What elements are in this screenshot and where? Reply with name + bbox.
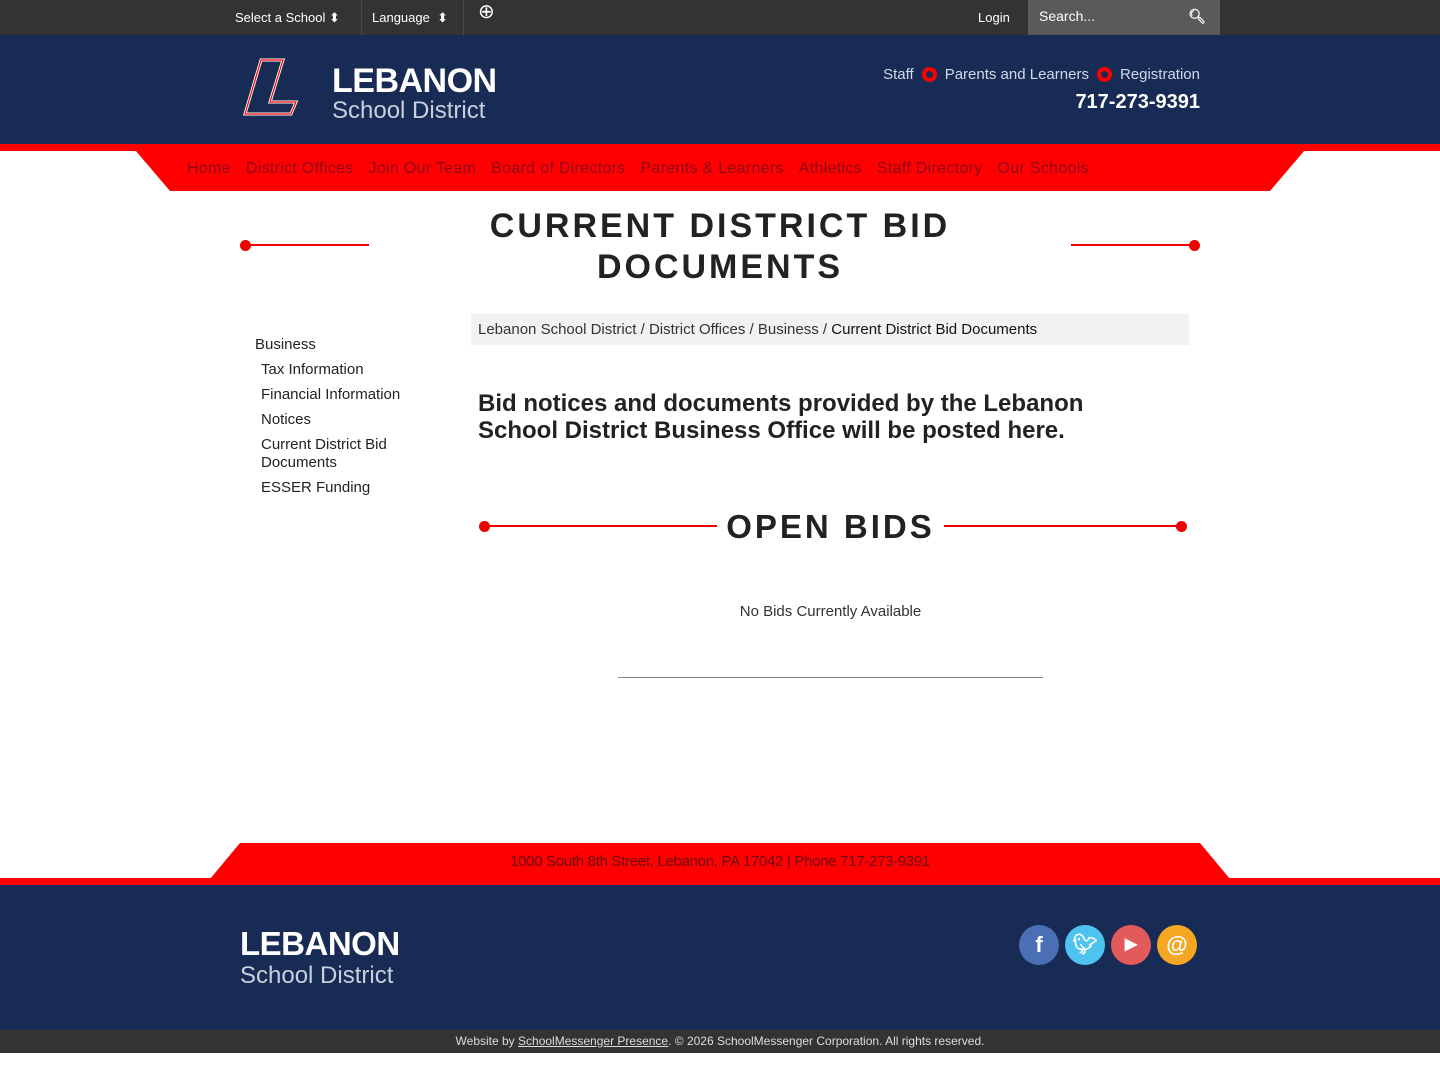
nav-our-schools[interactable]: Our Schools — [997, 160, 1089, 177]
utility-bar — [0, 0, 1440, 35]
breadcrumb-separator: / — [749, 321, 754, 338]
district-logo-icon[interactable] — [243, 58, 313, 116]
site-header — [0, 35, 1440, 144]
page-title: CURRENT DISTRICT BID DOCUMENTS — [489, 207, 951, 286]
select-school-dropdown[interactable] — [235, 0, 340, 35]
facebook-icon[interactable]: f — [1019, 925, 1059, 965]
copyright-bar — [0, 1030, 1440, 1053]
language-label: Language — [372, 10, 430, 25]
section-decoration-right — [944, 525, 1182, 527]
bullet-icon — [922, 67, 937, 82]
parents-link[interactable]: Parents and Learners — [944, 66, 1089, 83]
nav-parents-learners[interactable]: Parents & Learners — [640, 160, 784, 177]
nav-staff-directory[interactable]: Staff Directory — [876, 160, 983, 177]
sidebar-item-tax-information[interactable]: Tax Information — [261, 361, 364, 378]
search-placeholder: Search... — [1039, 8, 1096, 24]
header-links — [883, 66, 1200, 83]
sidebar-item-notices[interactable]: Notices — [261, 411, 312, 428]
language-dropdown[interactable] — [372, 0, 448, 35]
nav-join-our-team[interactable]: Join Our Team — [368, 160, 477, 177]
nav-home[interactable]: Home — [187, 160, 231, 177]
plus-circle-icon[interactable]: ⊕ — [478, 1, 495, 23]
title-decoration-right — [1071, 244, 1195, 246]
social-links — [1019, 925, 1197, 965]
sidebar-nav — [255, 336, 415, 504]
breadcrumb — [471, 314, 1189, 345]
credit-prefix: Website by — [455, 1034, 519, 1048]
footer-address: 1000 South 8th Street, Lebanon, PA 17042 | Phone 717-273-9391 — [510, 853, 930, 870]
divider — [618, 677, 1043, 678]
nav-district-offices[interactable]: District Offices — [245, 160, 354, 177]
search-input[interactable] — [1028, 0, 1220, 35]
sort-icon: ⬍ — [328, 10, 340, 25]
sidebar-item-business[interactable]: Business — [255, 336, 316, 353]
select-school-label: Select a School — [235, 10, 326, 25]
header-phone: 717-273-9391 — [1075, 91, 1200, 113]
bullet-icon — [1097, 67, 1112, 82]
footer-brand-name: LEBANON — [240, 925, 400, 962]
registration-link[interactable]: Registration — [1119, 66, 1200, 83]
divider — [361, 0, 362, 35]
breadcrumb-link[interactable]: Lebanon School District — [478, 321, 637, 338]
breadcrumb-link[interactable]: Business — [757, 321, 819, 338]
red-band — [0, 878, 1440, 885]
main-nav — [187, 160, 1089, 178]
intro-text: Bid notices and documents provided by the Lebanon School District Business Office will be posted here. — [478, 390, 1084, 444]
breadcrumb-link[interactable]: District Offices — [648, 321, 746, 338]
site-footer — [0, 885, 1440, 1030]
nav-board-of-directors[interactable]: Board of Directors — [491, 160, 626, 177]
empty-message: No Bids Currently Available — [739, 603, 922, 620]
section-decoration-left — [484, 525, 717, 527]
footer-brand-subtitle: School District — [240, 962, 394, 989]
login-link[interactable]: Login — [978, 10, 1010, 25]
staff-link[interactable]: Staff — [883, 66, 914, 83]
nav-athletics[interactable]: Athletics — [798, 160, 862, 177]
sort-icon: ⬍ — [437, 10, 448, 25]
schoolmessenger-link[interactable]: SchoolMessenger Presence — [518, 1034, 669, 1048]
sidebar-item-financial-information[interactable]: Financial Information — [261, 386, 401, 403]
brand-subtitle: School District — [332, 97, 486, 124]
title-decoration-left — [245, 244, 369, 246]
youtube-icon[interactable]: ▶ — [1111, 925, 1151, 965]
breadcrumb-separator: / — [640, 321, 645, 338]
breadcrumb-separator: / — [822, 321, 828, 338]
sidebar-item-current-bid-documents[interactable]: Current District Bid Documents — [261, 436, 387, 471]
divider — [463, 0, 464, 35]
breadcrumb-current: Current District Bid Documents — [831, 321, 1038, 338]
search-icon[interactable]: 🔍︎ — [1188, 8, 1206, 24]
twitter-icon[interactable]: 🐦︎ — [1065, 925, 1105, 965]
copyright-text: . © 2026 SchoolMessenger Corporation. All rights reserved. — [668, 1034, 985, 1048]
sidebar-item-esser-funding[interactable]: ESSER Funding — [261, 479, 371, 496]
brand-name[interactable]: LEBANON — [332, 62, 497, 100]
section-title: OPEN BIDS — [726, 508, 935, 545]
email-icon[interactable]: @ — [1157, 925, 1197, 965]
